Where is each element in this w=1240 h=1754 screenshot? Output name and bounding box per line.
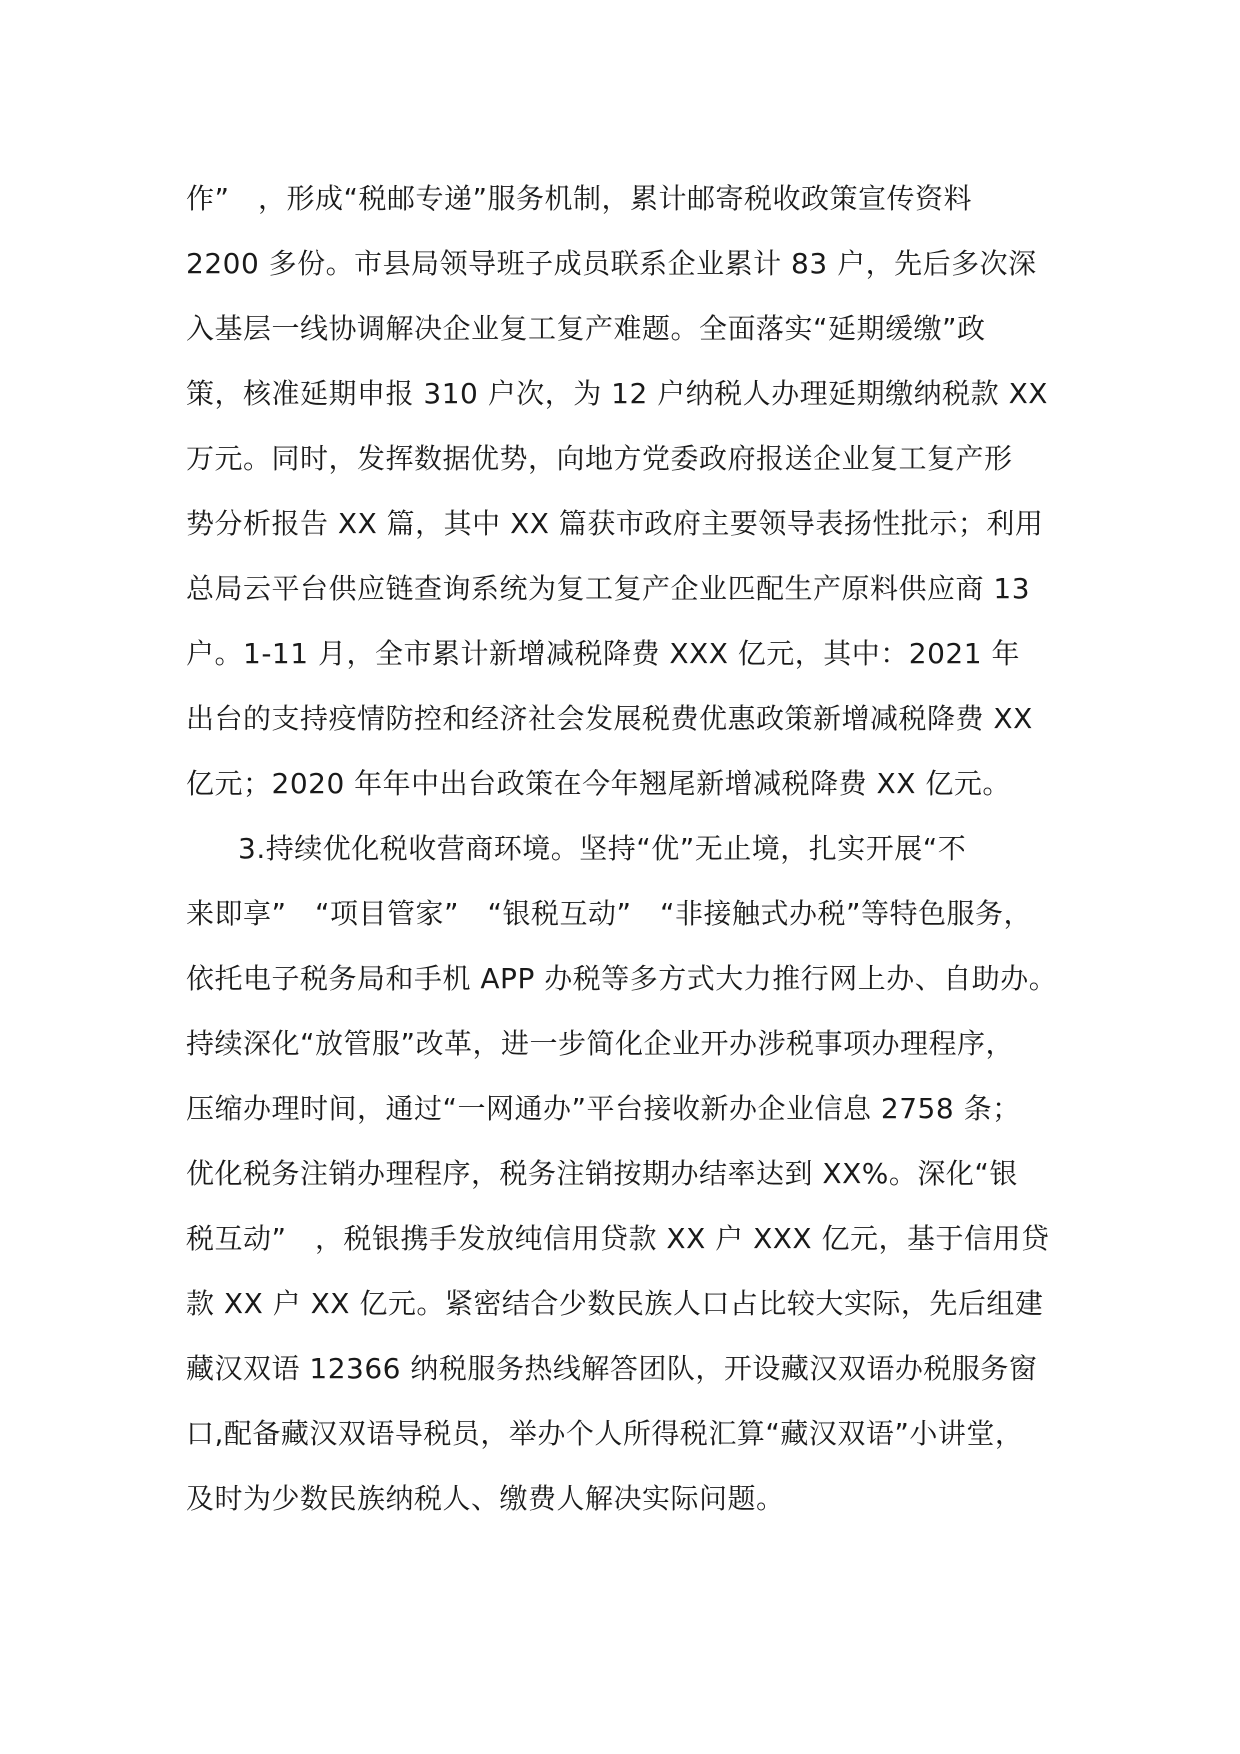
text-line: 策，核准延期申报 310 户次，为 12 户纳税人办理延期缴纳税款 XX: [186, 377, 1048, 410]
text-line: 口,配备藏汉双语导税员，举办个人所得税汇算“藏汉双语”小讲堂，: [186, 1417, 1024, 1450]
document-body: [186, 166, 1082, 1531]
text-line: 总局云平台供应链查询系统为复工复产企业匹配生产原料供应商 13: [186, 572, 1031, 605]
text-line: 压缩办理时间，通过“一网通办”平台接收新办企业信息 2758 条；: [186, 1092, 1021, 1125]
text-line: 依托电子税务局和手机 APP 办税等多方式大力推行网上办、自助办。: [186, 962, 1058, 995]
text-line: 藏汉双语 12366 纳税服务热线解答团队，开设藏汉双语办税服务窗: [186, 1352, 1038, 1385]
text-line: 及时为少数民族纳税人、缴费人解决实际问题。: [186, 1482, 785, 1515]
paragraph-1: [186, 166, 1082, 816]
text-line-first-indented: 3.持续优化税收营商环境。坚持“优”无止境，扎实开展“不: [238, 832, 967, 865]
text-line: 入基层一线协调解决企业复工复产难题。全面落实“延期缓缴”政: [186, 312, 986, 345]
text-line: 来即享” “项目管家” “银税互动” “非接触式办税”等特色服务，: [186, 897, 1033, 930]
text-line: 作” ，形成“税邮专递”服务机制，累计邮寄税收政策宣传资料: [186, 182, 973, 215]
text-line: 出台的支持疫情防控和经济社会发展税费优惠政策新增减税降费 XX: [186, 702, 1033, 735]
text-line: 2200 多份。市县局领导班子成员联系企业累计 83 户，先后多次深: [186, 247, 1037, 280]
text-line: 持续深化“放管服”改革，进一步简化企业开办涉税事项办理程序，: [186, 1027, 1015, 1060]
text-line: 势分析报告 XX 篇，其中 XX 篇获市政府主要领导表扬性批示；利用: [186, 507, 1044, 540]
text-line: 款 XX 户 XX 亿元。紧密结合少数民族人口占比较大实际，先后组建: [186, 1287, 1044, 1320]
text-line: 亿元；2020 年年中出台政策在今年翘尾新增减税降费 XX 亿元。: [186, 767, 1011, 800]
paragraph-2: [186, 816, 1082, 1531]
text-line: 税互动” ，税银携手发放纯信用贷款 XX 户 XXX 亿元，基于信用贷: [186, 1222, 1050, 1255]
text-line: 户。1-11 月，全市累计新增减税降费 XXX 亿元，其中：2021 年: [186, 637, 1020, 670]
text-line: 优化税务注销办理程序，税务注销按期办结率达到 XX%。深化“银: [186, 1157, 1018, 1190]
text-line: 万元。同时，发挥数据优势，向地方党委政府报送企业复工复产形: [186, 442, 1013, 475]
